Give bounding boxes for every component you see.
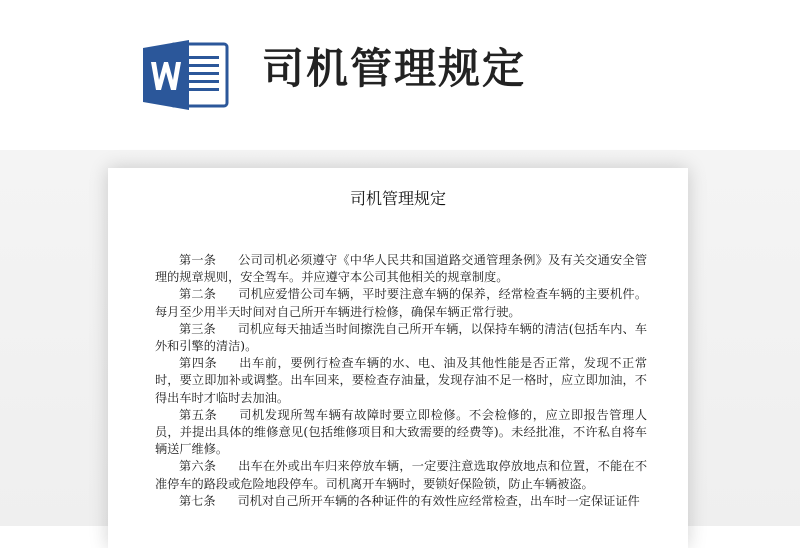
header-title: 司机管理规定 [262, 44, 527, 93]
article-text: 出车在外或出车归来停放车辆，一定要注意选取停放地点和位置，不能在不准停车的路段或危险地段停车。司机离开车辆时，要锁好保险锁，防止车辆被盗。 [155, 459, 648, 491]
article-number: 第四条 [179, 356, 218, 371]
article-text: 司机应每天抽适当时间擦洗自己所开车辆，以保持车辆的清洁(包括车内、车外和引擎的清洁)。 [155, 321, 648, 354]
article-text: 司机应爱惜公司车辆，平时要注意车辆的保养，经常检查车辆的主要机件。每月至少用半天时间对自己所开车辆进行检修，确保车辆正常行驶。 [155, 287, 648, 319]
article-text: 司机发现所驾车辆有故障时要立即检修。不会检修的，应立即报告管理人员，并提出具体的维修意见(包括维修项目和大致需要的经费等)。未经批准，不许私自将车辆送厂维修。 [155, 407, 648, 457]
header-band [0, 0, 800, 150]
article-number: 第七条 [179, 493, 216, 508]
article-text: 司机对自己所开车辆的各种证件的有效性应经常检查，出车时一定保证证件 [237, 493, 640, 508]
document-title: 司机管理规定 [349, 189, 446, 208]
document-body [155, 252, 647, 510]
article-4 [155, 355, 647, 407]
article-7 [155, 493, 647, 510]
article-2 [155, 286, 647, 320]
article-1 [155, 252, 647, 286]
article-text: 公司司机必须遵守《中华人民共和国道路交通管理条例》及有关交通安全管理的规章规则，安全驾车。并应遵守本公司其他相关的规章制度。 [155, 253, 648, 285]
article-number: 第五条 [179, 407, 218, 422]
article-number: 第一条 [179, 253, 217, 267]
article-6 [155, 458, 647, 492]
article-number: 第六条 [179, 459, 217, 474]
word-icon [141, 38, 229, 112]
document-page [108, 168, 688, 548]
article-5 [155, 407, 647, 459]
article-number: 第二条 [179, 287, 217, 302]
article-number: 第三条 [179, 321, 216, 336]
article-text: 出车前，要例行检查车辆的水、电、油及其他性能是否正常，发现不正常时，要立即加补或调整。出车回来，要检查存油量，发现存油不足一格时，应立即加油，不得出车时才临时去加油。 [155, 356, 648, 405]
article-3 [155, 321, 647, 355]
